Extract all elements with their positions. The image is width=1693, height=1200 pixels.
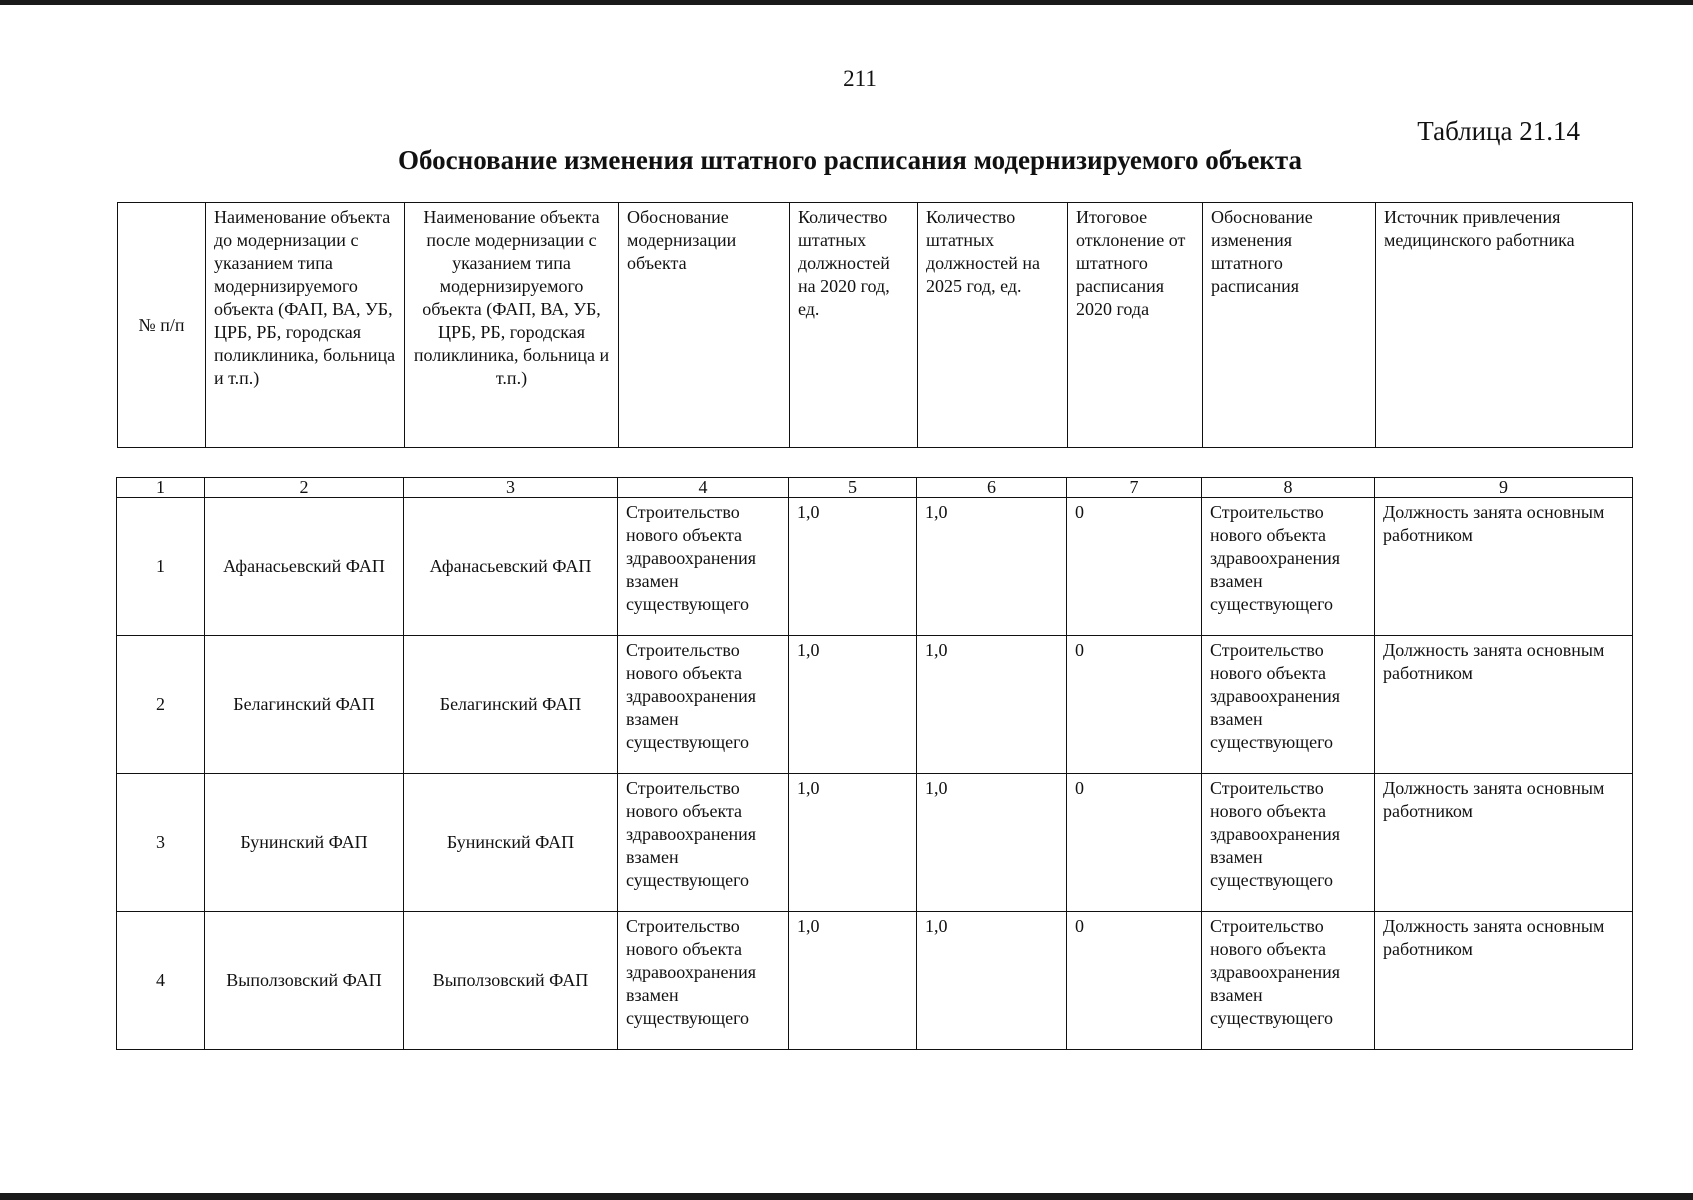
- deviation: 0: [1067, 636, 1202, 774]
- header-deviation: Итоговое отклонение от штатного расписания 2020 года: [1068, 203, 1203, 448]
- staff-2025: 1,0: [917, 774, 1067, 912]
- object-before: Бунинский ФАП: [205, 774, 404, 912]
- staff-change-justification: Строительство нового объекта здравоохранения взамен существующего: [1202, 774, 1375, 912]
- header-justification: Обоснование модернизации объекта: [619, 203, 790, 448]
- modernization-justification: Строительство нового объекта здравоохранения взамен существующего: [618, 636, 789, 774]
- header-num: № п/п: [118, 203, 206, 448]
- staff-change-justification: Строительство нового объекта здравоохранения взамен существующего: [1202, 498, 1375, 636]
- modernization-justification: Строительство нового объекта здравоохранения взамен существующего: [618, 774, 789, 912]
- column-number: 6: [917, 478, 1067, 498]
- scan-border-bottom: [0, 1193, 1693, 1200]
- staff-2020: 1,0: [789, 912, 917, 1050]
- table-label: Таблица 21.14: [1417, 116, 1580, 146]
- object-after: Выползовский ФАП: [404, 912, 618, 1050]
- deviation: 0: [1067, 774, 1202, 912]
- document-title: Обоснование изменения штатного расписания модернизируемого объекта: [398, 145, 1302, 175]
- table-row: [117, 636, 1633, 774]
- page-number: 211: [843, 66, 877, 91]
- worker-source: Должность занята основным работником: [1375, 498, 1633, 636]
- modernization-justification: Строительство нового объекта здравоохранения взамен существующего: [618, 498, 789, 636]
- column-number: 3: [404, 478, 618, 498]
- header-staff-2020: Количество штатных должностей на 2020 год, ед.: [790, 203, 918, 448]
- staff-change-justification: Строительство нового объекта здравоохранения взамен существующего: [1202, 636, 1375, 774]
- column-number: 4: [618, 478, 789, 498]
- column-number: 7: [1067, 478, 1202, 498]
- row-number: 2: [117, 636, 205, 774]
- object-before: Белагинский ФАП: [205, 636, 404, 774]
- worker-source: Должность занята основным работником: [1375, 774, 1633, 912]
- staff-2020: 1,0: [789, 636, 917, 774]
- table-row: [117, 774, 1633, 912]
- staff-2025: 1,0: [917, 636, 1067, 774]
- column-number: 5: [789, 478, 917, 498]
- object-before: Выползовский ФАП: [205, 912, 404, 1050]
- object-after: Белагинский ФАП: [404, 636, 618, 774]
- column-number: 9: [1375, 478, 1633, 498]
- row-number: 4: [117, 912, 205, 1050]
- table-body: [116, 477, 1633, 1050]
- staff-2020: 1,0: [789, 774, 917, 912]
- header-name-after: Наименование объекта после модернизации с указанием типа модернизируемого объекта (ФАП, ВА, УБ, ЦРБ, РБ, городская поликлиника, больница и т.п.): [405, 203, 619, 448]
- column-number-row: [117, 478, 1633, 498]
- staff-2020: 1,0: [789, 498, 917, 636]
- staff-2025: 1,0: [917, 498, 1067, 636]
- table-row: [117, 498, 1633, 636]
- table-header: [117, 202, 1633, 448]
- column-number: 1: [117, 478, 205, 498]
- deviation: 0: [1067, 912, 1202, 1050]
- worker-source: Должность занята основным работником: [1375, 912, 1633, 1050]
- object-before: Афанасьевский ФАП: [205, 498, 404, 636]
- row-number: 1: [117, 498, 205, 636]
- modernization-justification: Строительство нового объекта здравоохранения взамен существующего: [618, 912, 789, 1050]
- worker-source: Должность занята основным работником: [1375, 636, 1633, 774]
- header-name-before: Наименование объекта до модернизации с указанием типа модернизируемого объекта (ФАП, ВА, УБ, ЦРБ, РБ, городская поликлиника, больница и т.п.): [206, 203, 405, 448]
- header-source: Источник привлечения медицинского работника: [1376, 203, 1633, 448]
- staff-change-justification: Строительство нового объекта здравоохранения взамен существующего: [1202, 912, 1375, 1050]
- table-row: [117, 912, 1633, 1050]
- deviation: 0: [1067, 498, 1202, 636]
- object-after: Бунинский ФАП: [404, 774, 618, 912]
- staff-2025: 1,0: [917, 912, 1067, 1050]
- header-staff-2025: Количество штатных должностей на 2025 год, ед.: [918, 203, 1068, 448]
- row-number: 3: [117, 774, 205, 912]
- column-number: 2: [205, 478, 404, 498]
- header-staff-justification: Обоснование изменения штатного расписания: [1203, 203, 1376, 448]
- scan-border-top: [0, 0, 1693, 5]
- object-after: Афанасьевский ФАП: [404, 498, 618, 636]
- column-number: 8: [1202, 478, 1375, 498]
